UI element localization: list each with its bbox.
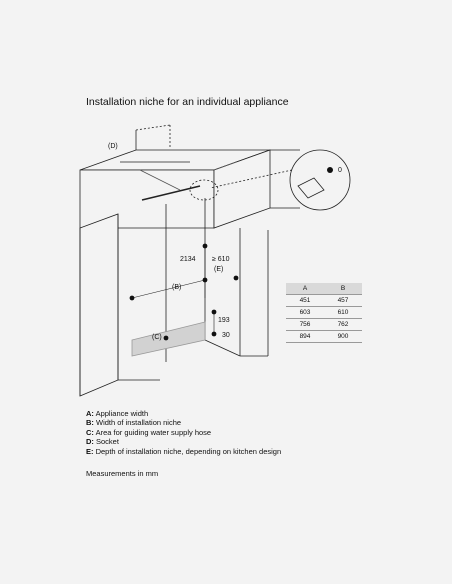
page-title: Installation niche for an individual appliance (86, 96, 289, 108)
legend-item: D: Socket (86, 437, 119, 447)
label-c: (C) (152, 334, 162, 341)
left-side-panel (80, 214, 118, 396)
socket-detail-circle (290, 150, 350, 210)
table-row: 756 762 (286, 319, 362, 331)
legend-item: C: Area for guiding water supply hose (86, 427, 212, 437)
dim-193: 193 (218, 317, 230, 324)
legend-item: A: Appliance width (86, 409, 149, 418)
table-header-b: B (324, 283, 362, 295)
legend-item: B: Width of installation niche (86, 418, 182, 428)
dim-2134: 2134 (180, 256, 196, 263)
dim-30: 30 (222, 332, 230, 339)
table-row: 451 457 (286, 295, 362, 307)
label-e: (E) (214, 266, 224, 273)
dimension-table (286, 283, 362, 343)
dim-610: ≥ 610 (212, 256, 230, 263)
label-d: (D) (108, 143, 118, 150)
dim-0: 0 (338, 167, 342, 174)
label-b: (B) (172, 284, 182, 291)
legend-item: E: Depth of installation niche, depending on kitchen design (86, 446, 282, 456)
legend (86, 409, 281, 456)
measurements-note: Measurements in mm (86, 469, 159, 478)
hose-area (132, 322, 205, 356)
table-header-a: A (286, 283, 324, 295)
table-row: 603 610 (286, 307, 362, 319)
table-row: 894 900 (286, 331, 362, 343)
